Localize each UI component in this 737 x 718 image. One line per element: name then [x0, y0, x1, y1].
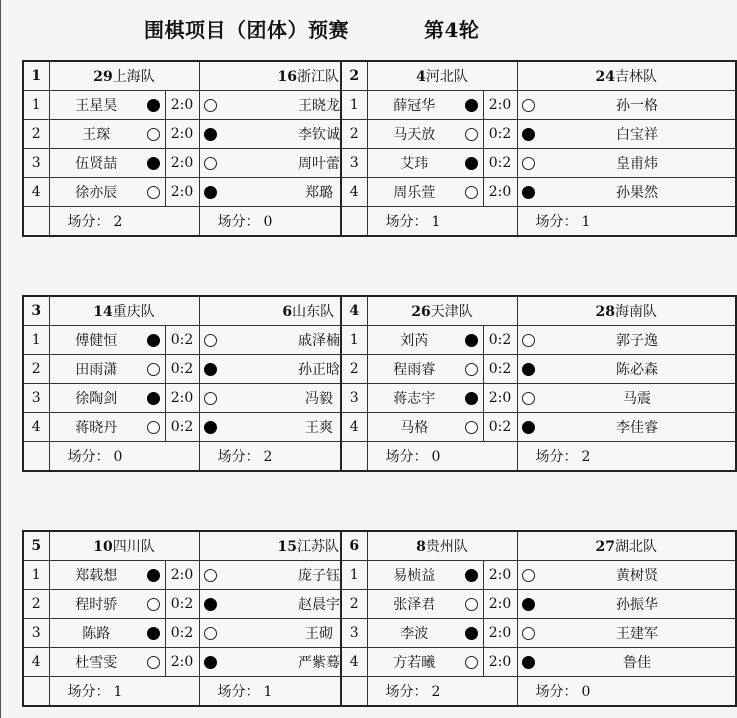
team-b: [517, 61, 736, 91]
stone-a-cell: [143, 384, 165, 413]
stone-a-cell: [143, 326, 165, 355]
player-a: 艾玮: [367, 149, 461, 178]
team-a-seed: 29: [93, 69, 113, 85]
team-b-seed: 15: [277, 539, 298, 555]
player-a: 易桢益: [367, 561, 461, 590]
team-a-points-value: 1: [431, 214, 441, 230]
board-row: [341, 120, 736, 149]
stone-b-cell: [517, 384, 539, 413]
player-b: 周叶蕾: [221, 149, 418, 178]
board-number: 1: [341, 561, 367, 590]
black-stone-icon: [465, 392, 478, 405]
stone-a-cell: [461, 355, 483, 384]
stone-b-cell: [517, 561, 539, 590]
stone-b-cell: [199, 355, 221, 384]
match-number: 1: [23, 61, 49, 91]
player-b: 王晓龙: [221, 91, 418, 120]
team-a-seed: 26: [411, 304, 431, 320]
black-stone-icon: [522, 128, 535, 141]
player-a: 方若曦: [367, 648, 461, 677]
player-a: 薛冠华: [367, 91, 461, 120]
stone-b-cell: [199, 590, 221, 619]
points-label: 场分：: [217, 449, 260, 465]
player-b: 孙果然: [539, 178, 736, 207]
team-a-points-value: 1: [113, 684, 123, 700]
stone-a-cell: [143, 648, 165, 677]
player-b: 孙振华: [539, 590, 736, 619]
team-b-seed: 24: [595, 69, 616, 85]
team-b-name: 山东队: [292, 304, 335, 320]
black-stone-icon: [204, 363, 217, 376]
board-number: 2: [341, 590, 367, 619]
player-a: 伍贤喆: [49, 149, 143, 178]
board-row: [341, 384, 736, 413]
points-label: 场分：: [535, 449, 578, 465]
stone-a-cell: [461, 590, 483, 619]
black-stone-icon: [465, 627, 478, 640]
team-a-name: 河北队: [425, 69, 468, 85]
stone-b-cell: [199, 413, 221, 442]
player-b: 黄树贤: [539, 561, 736, 590]
stone-a-cell: [461, 326, 483, 355]
team-a: [367, 531, 517, 561]
white-stone-icon: [465, 598, 478, 611]
player-b: 赵晨宇: [221, 590, 418, 619]
match-header-row: [341, 296, 736, 326]
black-stone-icon: [465, 157, 478, 170]
black-stone-icon: [147, 392, 160, 405]
player-b: 王爽: [221, 413, 418, 442]
board-score: 0:2: [483, 413, 517, 442]
player-a: 傅健恒: [49, 326, 143, 355]
black-stone-icon: [465, 99, 478, 112]
board-number: 3: [23, 149, 49, 178]
board-number: 1: [341, 91, 367, 120]
white-stone-icon: [204, 392, 217, 405]
team-b-name: 海南队: [615, 304, 658, 320]
match-header-row: [341, 531, 736, 561]
player-a: 程雨睿: [367, 355, 461, 384]
match-number: 6: [341, 531, 367, 561]
player-a: 李波: [367, 619, 461, 648]
player-b: 郭子逸: [539, 326, 736, 355]
team-a-points-value: 2: [113, 214, 123, 230]
board-number: 1: [23, 326, 49, 355]
stone-b-cell: [199, 619, 221, 648]
points-label: 场分：: [535, 684, 578, 700]
team-b-seed: 6: [282, 304, 293, 320]
team-b-points: [517, 677, 736, 707]
board-number: 4: [341, 413, 367, 442]
team-a-name: 天津队: [430, 304, 473, 320]
board-score: 2:0: [165, 384, 199, 413]
team-b: [517, 296, 736, 326]
points-row-blank: [23, 207, 49, 237]
white-stone-icon: [465, 363, 478, 376]
team-b-points-value: 2: [263, 449, 273, 465]
team-a-points: [367, 442, 517, 472]
match-number: 2: [341, 61, 367, 91]
white-stone-icon: [522, 569, 535, 582]
team-b-points: [517, 442, 736, 472]
black-stone-icon: [147, 157, 160, 170]
white-stone-icon: [465, 186, 478, 199]
board-number: 3: [341, 619, 367, 648]
player-a: 马天放: [367, 120, 461, 149]
board-number: 4: [23, 178, 49, 207]
stone-a-cell: [143, 149, 165, 178]
board-score: 2:0: [165, 91, 199, 120]
board-score: 0:2: [483, 326, 517, 355]
board-row: [341, 326, 736, 355]
board-score: 0:2: [165, 619, 199, 648]
white-stone-icon: [204, 334, 217, 347]
stone-b-cell: [517, 648, 539, 677]
black-stone-icon: [522, 421, 535, 434]
black-stone-icon: [204, 656, 217, 669]
black-stone-icon: [204, 598, 217, 611]
stone-a-cell: [461, 384, 483, 413]
board-row: [341, 413, 736, 442]
player-b: 孙正晗: [221, 355, 418, 384]
player-a: 陈路: [49, 619, 143, 648]
stone-a-cell: [143, 91, 165, 120]
board-row: [341, 619, 736, 648]
white-stone-icon: [204, 99, 217, 112]
points-label: 场分：: [67, 214, 110, 230]
team-b-seed: 16: [277, 69, 298, 85]
board-number: 1: [23, 561, 49, 590]
stone-b-cell: [199, 326, 221, 355]
team-b-points-value: 2: [581, 449, 591, 465]
board-score: 2:0: [483, 619, 517, 648]
board-row: [341, 590, 736, 619]
white-stone-icon: [465, 421, 478, 434]
board-score: 2:0: [165, 149, 199, 178]
stone-b-cell: [517, 413, 539, 442]
stone-a-cell: [143, 590, 165, 619]
player-a: 马格: [367, 413, 461, 442]
player-b: 冯毅: [221, 384, 418, 413]
board-score: 2:0: [165, 561, 199, 590]
board-score: 0:2: [165, 355, 199, 384]
board-score: 2:0: [165, 120, 199, 149]
points-row-blank: [341, 677, 367, 707]
points-label: 场分：: [535, 214, 578, 230]
black-stone-icon: [204, 186, 217, 199]
match-number: 3: [23, 296, 49, 326]
stone-b-cell: [517, 178, 539, 207]
board-score: 0:2: [165, 326, 199, 355]
player-a: 王星昊: [49, 91, 143, 120]
team-b: [517, 531, 736, 561]
stone-b-cell: [199, 178, 221, 207]
white-stone-icon: [522, 392, 535, 405]
board-number: 4: [341, 648, 367, 677]
player-a: 程时骄: [49, 590, 143, 619]
team-a-points: [49, 442, 199, 472]
team-a: [49, 61, 199, 91]
board-score: 2:0: [483, 384, 517, 413]
player-b: 孙一格: [539, 91, 736, 120]
match-table-6: [340, 530, 737, 707]
player-a: 徐陶剑: [49, 384, 143, 413]
board-score: 0:2: [483, 355, 517, 384]
board-score: 0:2: [483, 120, 517, 149]
board-number: 3: [341, 384, 367, 413]
white-stone-icon: [204, 627, 217, 640]
board-number: 4: [23, 413, 49, 442]
match-table-4: [340, 295, 737, 472]
team-a-seed: 8: [416, 539, 426, 555]
stone-a-cell: [143, 561, 165, 590]
points-row-blank: [23, 442, 49, 472]
white-stone-icon: [204, 569, 217, 582]
board-number: 1: [23, 91, 49, 120]
player-b: 王砌: [221, 619, 418, 648]
points-row: [341, 442, 736, 472]
points-label: 场分：: [385, 684, 428, 700]
stone-a-cell: [461, 413, 483, 442]
board-row: [341, 149, 736, 178]
stone-a-cell: [143, 120, 165, 149]
black-stone-icon: [204, 421, 217, 434]
team-b-name: 江苏队: [297, 539, 340, 555]
player-a: 蒋志宇: [367, 384, 461, 413]
white-stone-icon: [204, 157, 217, 170]
board-number: 3: [23, 619, 49, 648]
white-stone-icon: [147, 128, 160, 141]
player-b: 戚泽楠: [221, 326, 418, 355]
points-label: 场分：: [217, 214, 260, 230]
stone-b-cell: [517, 590, 539, 619]
black-stone-icon: [465, 569, 478, 582]
player-b: 鲁佳: [539, 648, 736, 677]
board-row: [341, 178, 736, 207]
stone-a-cell: [461, 648, 483, 677]
black-stone-icon: [147, 99, 160, 112]
stone-b-cell: [199, 648, 221, 677]
points-label: 场分：: [67, 449, 110, 465]
team-b-points: [517, 207, 736, 237]
board-score: 2:0: [165, 648, 199, 677]
stone-b-cell: [517, 149, 539, 178]
team-b-name: 湖北队: [615, 539, 658, 555]
points-row-blank: [23, 677, 49, 707]
board-row: [341, 91, 736, 120]
team-b-points-value: 1: [263, 684, 273, 700]
stone-b-cell: [517, 91, 539, 120]
board-score: 2:0: [483, 91, 517, 120]
player-a: 田雨潇: [49, 355, 143, 384]
white-stone-icon: [522, 627, 535, 640]
page-edge-line: [0, 0, 1, 718]
board-number: 2: [341, 355, 367, 384]
stone-b-cell: [199, 384, 221, 413]
board-score: 2:0: [483, 178, 517, 207]
points-row: [341, 207, 736, 237]
points-row: [341, 677, 736, 707]
black-stone-icon: [522, 598, 535, 611]
player-b: 郑璐: [221, 178, 418, 207]
board-score: 2:0: [165, 178, 199, 207]
white-stone-icon: [465, 128, 478, 141]
board-score: 0:2: [165, 413, 199, 442]
points-label: 场分：: [385, 449, 428, 465]
stone-a-cell: [143, 355, 165, 384]
stone-b-cell: [199, 120, 221, 149]
board-score: 2:0: [483, 648, 517, 677]
team-b-points-value: 0: [263, 214, 273, 230]
white-stone-icon: [147, 186, 160, 199]
page-title: [0, 14, 650, 46]
stone-b-cell: [517, 355, 539, 384]
white-stone-icon: [147, 421, 160, 434]
black-stone-icon: [147, 569, 160, 582]
team-b-points-value: 1: [581, 214, 591, 230]
points-row-blank: [341, 207, 367, 237]
board-number: 2: [23, 355, 49, 384]
stone-b-cell: [517, 619, 539, 648]
player-b: 李钦诚: [221, 120, 418, 149]
black-stone-icon: [522, 186, 535, 199]
team-a: [49, 531, 199, 561]
stone-a-cell: [461, 149, 483, 178]
black-stone-icon: [147, 334, 160, 347]
points-label: 场分：: [67, 684, 110, 700]
title-main: 围棋项目（团体）预赛: [144, 18, 349, 42]
player-a: 王琛: [49, 120, 143, 149]
match-number: 4: [341, 296, 367, 326]
team-a: [367, 61, 517, 91]
player-b: 陈必森: [539, 355, 736, 384]
black-stone-icon: [522, 363, 535, 376]
board-score: 2:0: [483, 561, 517, 590]
white-stone-icon: [465, 656, 478, 669]
white-stone-icon: [522, 157, 535, 170]
white-stone-icon: [147, 656, 160, 669]
white-stone-icon: [147, 363, 160, 376]
stone-a-cell: [461, 561, 483, 590]
stone-a-cell: [143, 178, 165, 207]
team-a-seed: 4: [416, 69, 426, 85]
stone-b-cell: [517, 120, 539, 149]
board-number: 2: [23, 120, 49, 149]
match-table-2: [340, 60, 737, 237]
player-b: 李佳睿: [539, 413, 736, 442]
team-b-seed: 28: [595, 304, 616, 320]
black-stone-icon: [204, 128, 217, 141]
board-number: 4: [341, 178, 367, 207]
white-stone-icon: [522, 334, 535, 347]
board-number: 1: [341, 326, 367, 355]
team-a-points-value: 0: [431, 449, 441, 465]
team-b-points-value: 0: [581, 684, 591, 700]
board-row: [341, 355, 736, 384]
player-b: 严紫蓦: [221, 648, 418, 677]
stone-a-cell: [461, 120, 483, 149]
stone-a-cell: [461, 178, 483, 207]
team-b-name: 浙江队: [297, 69, 340, 85]
board-row: [341, 648, 736, 677]
stone-a-cell: [461, 91, 483, 120]
stone-b-cell: [199, 561, 221, 590]
player-b: 马震: [539, 384, 736, 413]
black-stone-icon: [522, 656, 535, 669]
team-a-points: [49, 207, 199, 237]
player-a: 刘芮: [367, 326, 461, 355]
stone-a-cell: [143, 413, 165, 442]
team-a-points-value: 0: [113, 449, 123, 465]
board-number: 2: [341, 120, 367, 149]
stone-b-cell: [199, 91, 221, 120]
player-b: 白宝祥: [539, 120, 736, 149]
white-stone-icon: [147, 598, 160, 611]
team-a-points: [367, 207, 517, 237]
board-number: 3: [341, 149, 367, 178]
team-b-seed: 27: [595, 539, 616, 555]
black-stone-icon: [147, 627, 160, 640]
board-row: [341, 561, 736, 590]
stone-b-cell: [199, 149, 221, 178]
team-a: [49, 296, 199, 326]
stone-b-cell: [517, 326, 539, 355]
team-a-points: [367, 677, 517, 707]
team-a-seed: 14: [93, 304, 113, 320]
team-a: [367, 296, 517, 326]
title-round: 第4轮: [424, 18, 480, 42]
board-score: 0:2: [483, 149, 517, 178]
player-a: 徐亦辰: [49, 178, 143, 207]
player-a: 张泽君: [367, 590, 461, 619]
player-a: 蒋晓丹: [49, 413, 143, 442]
board-number: 3: [23, 384, 49, 413]
team-a-name: 贵州队: [425, 539, 468, 555]
player-a: 郑载想: [49, 561, 143, 590]
board-score: 0:2: [165, 590, 199, 619]
board-number: 2: [23, 590, 49, 619]
player-a: 周乐萱: [367, 178, 461, 207]
board-number: 4: [23, 648, 49, 677]
player-b: 庞子钰: [221, 561, 418, 590]
board-score: 2:0: [483, 590, 517, 619]
team-a-points-value: 2: [431, 684, 441, 700]
team-a-name: 四川队: [112, 539, 155, 555]
player-b: 王建军: [539, 619, 736, 648]
black-stone-icon: [465, 334, 478, 347]
team-a-name: 上海队: [112, 69, 155, 85]
match-header-row: [341, 61, 736, 91]
stone-a-cell: [143, 619, 165, 648]
match-number: 5: [23, 531, 49, 561]
team-a-points: [49, 677, 199, 707]
points-label: 场分：: [217, 684, 260, 700]
team-a-name: 重庆队: [112, 304, 155, 320]
points-row-blank: [341, 442, 367, 472]
team-b-name: 吉林队: [615, 69, 658, 85]
player-b: 皇甫炜: [539, 149, 736, 178]
stone-a-cell: [461, 619, 483, 648]
player-a: 杜雪雯: [49, 648, 143, 677]
points-label: 场分：: [385, 214, 428, 230]
white-stone-icon: [522, 99, 535, 112]
team-a-seed: 10: [93, 539, 113, 555]
